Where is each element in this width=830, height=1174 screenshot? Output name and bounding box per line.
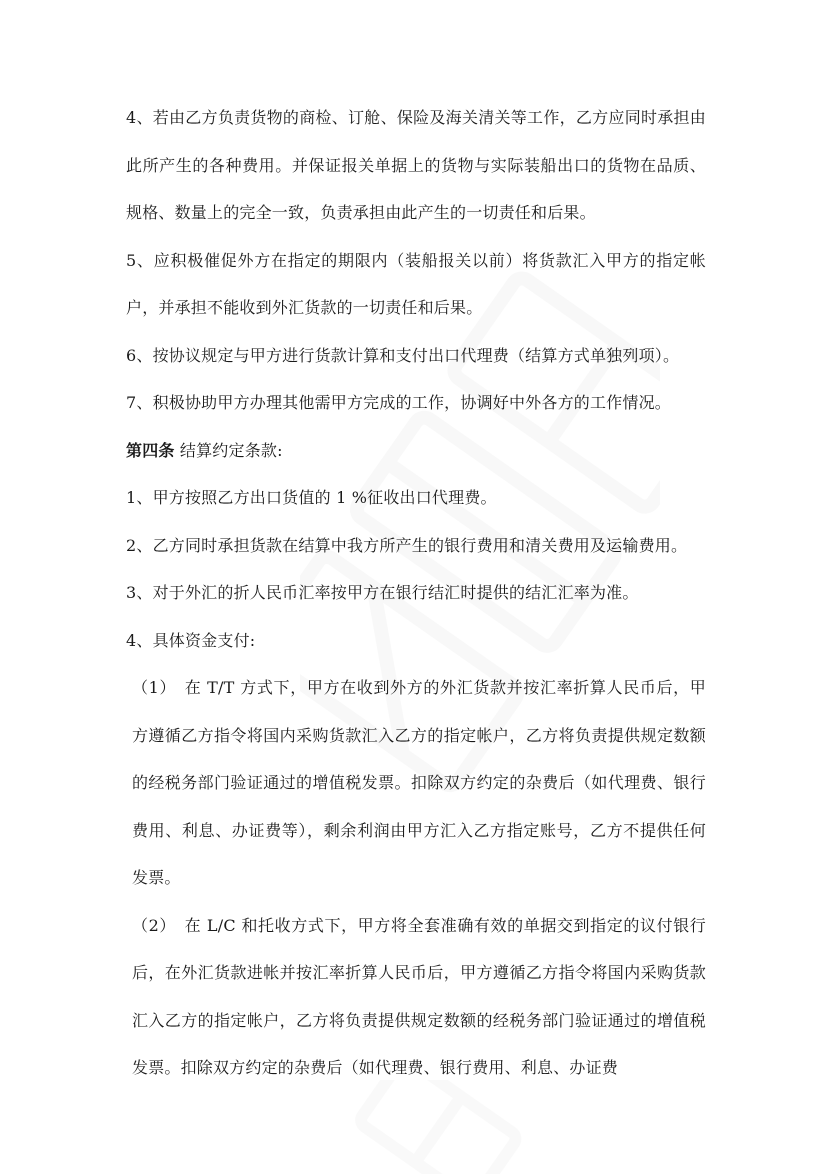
paragraph-item-6: 6、按协议规定与甲方进行货款计算和支付出口代理费（结算方式单独列项）。	[126, 345, 680, 365]
settlement-item-4: 4、具体资金支付:	[126, 630, 256, 650]
settlement-item-1: 1、甲方按照乙方出口货值的 1 %征收出口代理费。	[126, 488, 497, 507]
section-label: 第四条	[126, 440, 175, 460]
document-body	[126, 94, 706, 1092]
paragraph-item-7: 7、积极协助甲方办理其他需甲方完成的工作，协调好中外各方的工作情况。	[126, 393, 671, 412]
section-title: 结算约定条款:	[174, 440, 283, 460]
payment-sub-item-2: （2） 在 L/C 和托收方式下，甲方将全套准确有效的单据交到指定的议付银行后，在外汇货款进帐并按汇率折算人民币后，甲方遵循乙方指令将国内采购货款汇入乙方的指定帐户，乙方将负责提供规定数额的经税务部门验证通过的增值税发票。扣除双方约定的杂费后（如代理费、银行费用、利息、办证费	[132, 915, 706, 1077]
paragraph-item-4: 4、若由乙方负责货物的商检、订舱、保险及海关清关等工作，乙方应同时承担由此所产生的各种费用。并保证报关单据上的货物与实际装船出口的货物在品质、规格、数量上的完全一致，负责承担由此产生的一切责任和后果。	[126, 108, 706, 222]
paragraph-item-5: 5、应积极催促外方在指定的期限内（装船报关以前）将货款汇入甲方的指定帐户，并承担不能收到外汇货款的一切责任和后果。	[126, 250, 706, 317]
payment-sub-item-1: （1） 在 T/T 方式下，甲方在收到外方的外汇货款并按汇率折算人民币后，甲方遵循乙方指令将国内采购货款汇入乙方的指定帐户，乙方将负责提供规定数额的经税务部门验证通过的增值税发票。扣除双方约定的杂费后（如代理费、银行费用、利息、办证费等），剩余利润由甲方汇入乙方指定账号，乙方不提供任何发票。	[132, 678, 706, 887]
settlement-item-2: 2、乙方同时承担货款在结算中我方所产生的银行费用和清关费用及运输费用。	[126, 535, 688, 555]
settlement-item-3: 3、对于外汇的折人民币汇率按甲方在银行结汇时提供的结汇汇率为准。	[126, 583, 639, 602]
section-heading	[126, 427, 706, 475]
watermark-graphic-bottom	[330, 1080, 550, 1174]
